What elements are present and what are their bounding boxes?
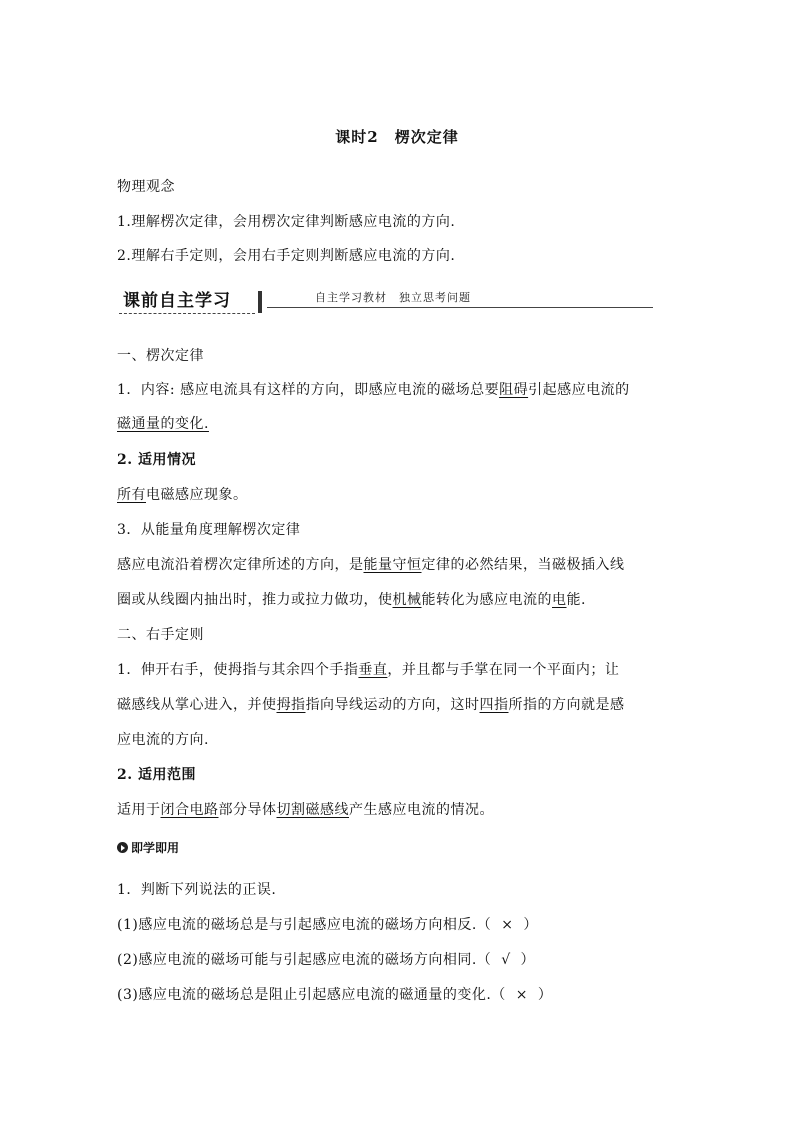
section1-item1-line2 bbox=[117, 414, 209, 434]
text-segment: 部分导体 bbox=[218, 802, 277, 818]
answer-mark: × bbox=[515, 987, 528, 1003]
concept-item-1: 1.理解楞次定律，会用楞次定律判断感应电流的方向. bbox=[117, 214, 456, 230]
fill-blank: 四指 bbox=[479, 697, 509, 713]
fill-blank: 能量守恒 bbox=[363, 557, 422, 573]
text-segment: 所指的方向就是感 bbox=[508, 697, 625, 713]
statement-text: (2)感应电流的磁场可能与引起感应电流的磁场方向相同.（ bbox=[117, 952, 492, 968]
practice-statement-1 bbox=[117, 915, 538, 935]
text-segment: 指向导线运动的方向，这时 bbox=[305, 697, 480, 713]
statement-close: ） bbox=[537, 987, 553, 1003]
text-segment: 感应电流沿着楞次定律所述的方向，是 bbox=[117, 557, 364, 573]
fill-blank: 磁通量的变化. bbox=[117, 416, 209, 432]
answer-mark: × bbox=[501, 917, 514, 933]
banner-dashed-underline bbox=[119, 313, 255, 314]
section2-item2-heading: 2. 适用范围 bbox=[117, 767, 196, 783]
banner-bar bbox=[258, 291, 262, 313]
section1-item3-line1 bbox=[117, 555, 625, 575]
fill-blank: 机械 bbox=[392, 592, 422, 608]
statement-close: ） bbox=[523, 917, 538, 933]
section1-item3-line2 bbox=[117, 590, 586, 610]
text-segment: 磁感线从掌心进入，并使 bbox=[117, 697, 277, 713]
text-segment: ，并且都与手掌在同一个平面内；让 bbox=[387, 662, 620, 678]
fill-blank: 闭合电路 bbox=[160, 802, 219, 818]
text-segment: 1．伸开右手，使拇指与其余四个手指 bbox=[117, 662, 359, 678]
practice-heading bbox=[117, 839, 179, 857]
text-segment: 引起感应电流的 bbox=[528, 382, 630, 398]
text-segment: 圈或从线圈内抽出时，推力或拉力做功，使 bbox=[117, 592, 393, 608]
text-segment: 电磁感应现象。 bbox=[146, 487, 248, 503]
fill-blank: 阻碍 bbox=[499, 382, 529, 398]
section1-item2-heading: 2. 适用情况 bbox=[117, 452, 196, 468]
fill-blank: 所有 bbox=[117, 487, 146, 503]
statement-close: ） bbox=[520, 952, 536, 968]
fill-blank: 垂直 bbox=[358, 662, 388, 678]
section2-item1-line3: 应电流的方向. bbox=[117, 732, 209, 748]
statement-text: (3)感应电流的磁场总是阻止引起感应电流的磁通量的变化.（ bbox=[117, 987, 506, 1003]
section1-item3-heading: 3．从能量角度理解楞次定律 bbox=[117, 522, 301, 538]
answer-mark: √ bbox=[501, 952, 511, 968]
section2-heading: 二、右手定则 bbox=[117, 627, 204, 643]
play-icon bbox=[117, 842, 128, 853]
physics-concept-heading: 物理观念 bbox=[117, 179, 175, 195]
practice-statement-3 bbox=[117, 985, 552, 1005]
section1-item2-text bbox=[117, 485, 248, 505]
fill-blank: 电 bbox=[552, 592, 567, 608]
statement-text: (1)感应电流的磁场总是与引起感应电流的磁场方向相反.（ bbox=[117, 917, 492, 933]
text-segment: 适用于 bbox=[117, 802, 161, 818]
section1-item1-line1 bbox=[117, 380, 630, 400]
concept-item-2: 2.理解右手定则，会用右手定则判断感应电流的方向. bbox=[117, 248, 456, 264]
section2-item2-text bbox=[117, 800, 494, 820]
text-segment: 能转化为感应电流的 bbox=[421, 592, 552, 608]
section-banner bbox=[117, 290, 657, 316]
text-segment: 定律的必然结果，当磁极插入线 bbox=[421, 557, 625, 573]
section1-heading: 一、楞次定律 bbox=[117, 348, 204, 364]
text-segment: 1．内容: 感应电流具有这样的方向，即感应电流的磁场总要 bbox=[117, 382, 500, 398]
page-title: 课时2 楞次定律 bbox=[335, 128, 459, 146]
text-segment: 能. bbox=[566, 592, 586, 608]
practice-question: 1．判断下列说法的正误. bbox=[117, 882, 277, 898]
banner-label: 课前自主学习 bbox=[123, 291, 231, 311]
banner-subtitle: 自主学习教材 独立思考问题 bbox=[315, 291, 471, 304]
practice-statement-2 bbox=[117, 950, 535, 970]
practice-heading-text: 即学即用 bbox=[131, 841, 180, 855]
fill-blank: 拇指 bbox=[276, 697, 306, 713]
section2-item1-line2 bbox=[117, 695, 625, 715]
banner-rule bbox=[267, 307, 653, 308]
fill-blank: 切割磁感线 bbox=[276, 802, 349, 818]
section2-item1-line1 bbox=[117, 660, 619, 680]
text-segment: 产生感应电流的情况。 bbox=[349, 802, 494, 818]
